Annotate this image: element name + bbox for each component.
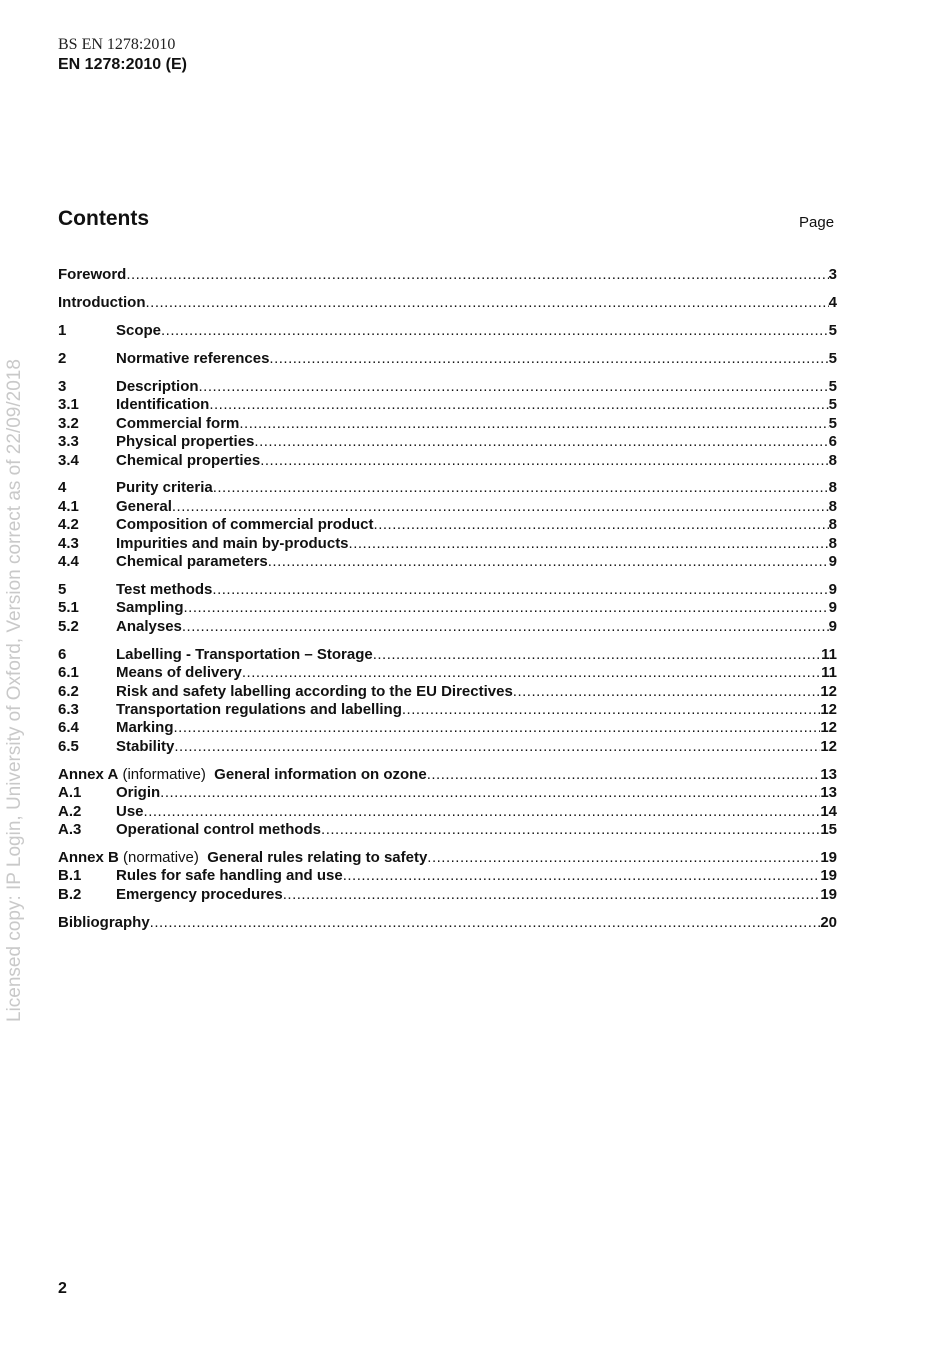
- toc-entry-title: Impurities and main by-products: [116, 534, 349, 552]
- leader-dots: [373, 646, 821, 664]
- toc-entry-number: 4: [58, 479, 67, 497]
- toc-entry-number: 4.2: [58, 516, 79, 534]
- toc-entry[interactable]: [58, 618, 837, 636]
- toc-entry[interactable]: [58, 433, 837, 451]
- toc-entry-number: 1: [58, 321, 67, 339]
- toc-entry-number: 6.4: [58, 719, 79, 737]
- toc-entry[interactable]: [58, 479, 837, 497]
- toc-entry-title: Labelling - Transportation – Storage: [116, 645, 373, 663]
- license-watermark: Licensed copy: IP Login, University of Oxford, Version correct as of 22/09/2018: [4, 359, 25, 1022]
- toc-entry[interactable]: [58, 719, 837, 737]
- toc-entry[interactable]: [58, 581, 837, 599]
- toc-entry-page: 6: [828, 433, 837, 451]
- toc-entry[interactable]: [58, 683, 837, 701]
- leader-dots: [283, 886, 821, 904]
- toc-entry-page: 8: [828, 497, 837, 515]
- toc-entry-title: Risk and safety labelling according to the EU Directives: [116, 682, 513, 700]
- toc-entry-page: 5: [828, 396, 837, 414]
- toc-entry[interactable]: [58, 350, 837, 368]
- toc-entry-page: 15: [820, 820, 837, 838]
- toc-entry-page: 5: [828, 414, 837, 432]
- annex-label: Annex A: [58, 765, 119, 783]
- toc-entry-title: Analyses: [116, 617, 182, 635]
- toc-entry[interactable]: [58, 452, 837, 470]
- toc-entry-page: 4: [828, 293, 837, 311]
- annex-type: (normative): [123, 848, 199, 866]
- toc-entry-page: 3: [828, 266, 837, 283]
- toc-entry-number: 5.1: [58, 599, 79, 617]
- toc-entry-annex[interactable]: [58, 766, 837, 784]
- annex-type: (informative): [122, 765, 206, 783]
- toc-entry-title: Use: [116, 802, 144, 820]
- toc-entry-title: Description: [116, 377, 199, 395]
- leader-dots: [182, 618, 829, 636]
- contents-title: Contents: [58, 207, 149, 230]
- leader-dots: [254, 433, 828, 451]
- leader-dots: [513, 683, 821, 701]
- toc-entry-page: 20: [820, 913, 837, 931]
- leader-dots: [269, 350, 828, 368]
- leader-dots: [268, 553, 829, 571]
- toc-entry[interactable]: [58, 784, 837, 802]
- annex-title: General information on ozone: [214, 765, 427, 783]
- toc-entry-page: 13: [820, 765, 837, 783]
- toc-entry-title: Rules for safe handling and use: [116, 867, 343, 885]
- toc-entry-page: 8: [828, 534, 837, 552]
- toc-entry-title: Origin: [116, 784, 161, 802]
- toc-entry-page: 12: [820, 737, 837, 755]
- leader-dots: [427, 849, 820, 867]
- toc-entry-page: 8: [828, 516, 837, 534]
- toc-entry-number: 6.2: [58, 682, 79, 700]
- leader-dots: [160, 784, 820, 802]
- toc-entry-page: 19: [820, 885, 837, 903]
- toc-entry-number: 6.1: [58, 664, 79, 682]
- leader-dots: [161, 322, 829, 340]
- toc-entry-title: General: [116, 497, 172, 515]
- toc-entry[interactable]: [58, 516, 837, 534]
- leader-dots: [199, 378, 829, 396]
- toc-entry-title: Purity criteria: [116, 479, 213, 497]
- standard-id-en: EN 1278:2010 (E): [58, 56, 187, 73]
- toc-entry[interactable]: [58, 553, 837, 571]
- toc-entry[interactable]: [58, 886, 837, 904]
- leader-dots: [343, 867, 821, 885]
- leader-dots: [174, 738, 820, 756]
- toc-entry-number: 5: [58, 581, 67, 599]
- leader-dots: [212, 581, 828, 599]
- leader-dots: [172, 498, 829, 516]
- toc-entry-title: Identification: [116, 396, 210, 414]
- leader-dots: [427, 766, 821, 784]
- toc-entry-number: 5.2: [58, 617, 79, 635]
- leader-dots: [144, 803, 821, 821]
- toc-entry-page: 12: [820, 719, 837, 737]
- toc-entry[interactable]: [58, 599, 837, 617]
- toc-entry-title: Introduction: [58, 293, 146, 311]
- leader-dots: [239, 415, 828, 433]
- toc-entry-title: Commercial form: [116, 414, 240, 432]
- toc-entry-title: Sampling: [116, 599, 184, 617]
- toc-entry-page: 9: [828, 581, 837, 599]
- toc-entry-title: Operational control methods: [116, 820, 322, 838]
- toc-entry-number: B.1: [58, 867, 82, 885]
- leader-dots: [260, 452, 828, 470]
- toc-entry-number: 3.4: [58, 451, 79, 469]
- toc-entry[interactable]: [58, 914, 837, 932]
- page-column-label: Page: [799, 214, 835, 231]
- toc-entry-number: 4.4: [58, 553, 79, 571]
- toc-entry[interactable]: [58, 415, 837, 433]
- leader-dots: [402, 701, 820, 719]
- toc-entry-title: [58, 766, 427, 784]
- toc-entry-page: 12: [820, 682, 837, 700]
- toc-entry-number: 3: [58, 377, 67, 395]
- leader-dots: [174, 719, 821, 737]
- standard-id: BS EN 1278:2010: [58, 36, 176, 53]
- page-number: 2: [58, 1280, 67, 1297]
- toc-entry-page: 5: [828, 377, 837, 395]
- leader-dots: [150, 914, 821, 932]
- toc-entry[interactable]: [58, 803, 837, 821]
- leader-dots: [184, 599, 829, 617]
- toc-entry[interactable]: [58, 498, 837, 516]
- toc-entry-title: Composition of commercial product: [116, 516, 374, 534]
- toc-entry-page: 9: [828, 599, 837, 617]
- toc-entry-page: 5: [828, 349, 837, 367]
- leader-dots: [321, 821, 820, 839]
- annex-title: General rules relating to safety: [207, 848, 428, 866]
- toc-entry[interactable]: [58, 867, 837, 885]
- toc-entry-page: 19: [820, 848, 837, 866]
- toc-entry[interactable]: [58, 646, 837, 664]
- toc-entry-title: Foreword: [58, 266, 127, 283]
- toc-entry[interactable]: [58, 535, 837, 553]
- toc-entry[interactable]: [58, 322, 837, 340]
- leader-dots: [374, 516, 829, 534]
- toc-entry-title: Normative references: [116, 349, 270, 367]
- toc-entry-title: Chemical parameters: [116, 553, 268, 571]
- toc-entry-number: 3.1: [58, 396, 79, 414]
- toc-entry-number: 4.1: [58, 497, 79, 515]
- leader-dots: [145, 294, 828, 312]
- leader-dots: [349, 535, 829, 553]
- annex-label: Annex B: [58, 848, 119, 866]
- toc-entry-number: 6: [58, 645, 67, 663]
- toc-entry-page: 11: [821, 664, 837, 682]
- toc-entry-page: 19: [820, 867, 837, 885]
- toc-entry[interactable]: [58, 294, 837, 312]
- toc-entry-page: 12: [820, 700, 837, 718]
- toc-entry-page: 5: [828, 321, 837, 339]
- toc-entry-page: 14: [820, 802, 837, 820]
- toc-entry-page: 9: [828, 553, 837, 571]
- toc-entry[interactable]: [58, 664, 837, 682]
- toc-entry-page: 11: [821, 645, 837, 663]
- toc-entry-title: Scope: [116, 321, 162, 339]
- toc-entry-title: Transportation regulations and labelling: [116, 700, 402, 718]
- leader-dots: [126, 266, 828, 284]
- toc-entry[interactable]: [58, 738, 837, 756]
- toc-entry-number: A.2: [58, 802, 82, 820]
- toc-entry[interactable]: [58, 266, 837, 284]
- toc-entry-title: Marking: [116, 719, 174, 737]
- toc-entry-page: 9: [828, 617, 837, 635]
- toc-entry-number: 4.3: [58, 534, 79, 552]
- toc-entry[interactable]: [58, 378, 837, 396]
- toc-entry[interactable]: [58, 701, 837, 719]
- toc-entry-title: [58, 849, 427, 867]
- toc-entry[interactable]: [58, 396, 837, 414]
- toc-entry-title: Emergency procedures: [116, 885, 283, 903]
- toc-entry-title: Physical properties: [116, 433, 255, 451]
- toc-entry-number: 3.3: [58, 433, 79, 451]
- toc-entry-title: Stability: [116, 737, 175, 755]
- toc-entry-title: Test methods: [116, 581, 213, 599]
- toc-entry-number: B.2: [58, 885, 82, 903]
- toc-entry-number: A.3: [58, 820, 82, 838]
- toc-entry-number: A.1: [58, 784, 82, 802]
- toc-entry-number: 6.3: [58, 700, 79, 718]
- toc-entry-page: 13: [820, 784, 837, 802]
- toc-entry-number: 6.5: [58, 737, 79, 755]
- toc-entry-title: Means of delivery: [116, 664, 242, 682]
- toc-entry-annex[interactable]: [58, 849, 837, 867]
- toc-entry-title: Bibliography: [58, 913, 150, 931]
- toc-entry-number: 3.2: [58, 414, 79, 432]
- leader-dots: [213, 479, 829, 497]
- toc-entry-page: 8: [828, 479, 837, 497]
- leader-dots: [209, 396, 828, 414]
- toc-entry-page: 8: [828, 451, 837, 469]
- toc-entry-title: Chemical properties: [116, 451, 261, 469]
- toc-entry-number: 2: [58, 349, 67, 367]
- table-of-contents: [58, 266, 837, 932]
- leader-dots: [242, 664, 821, 682]
- toc-entry[interactable]: [58, 821, 837, 839]
